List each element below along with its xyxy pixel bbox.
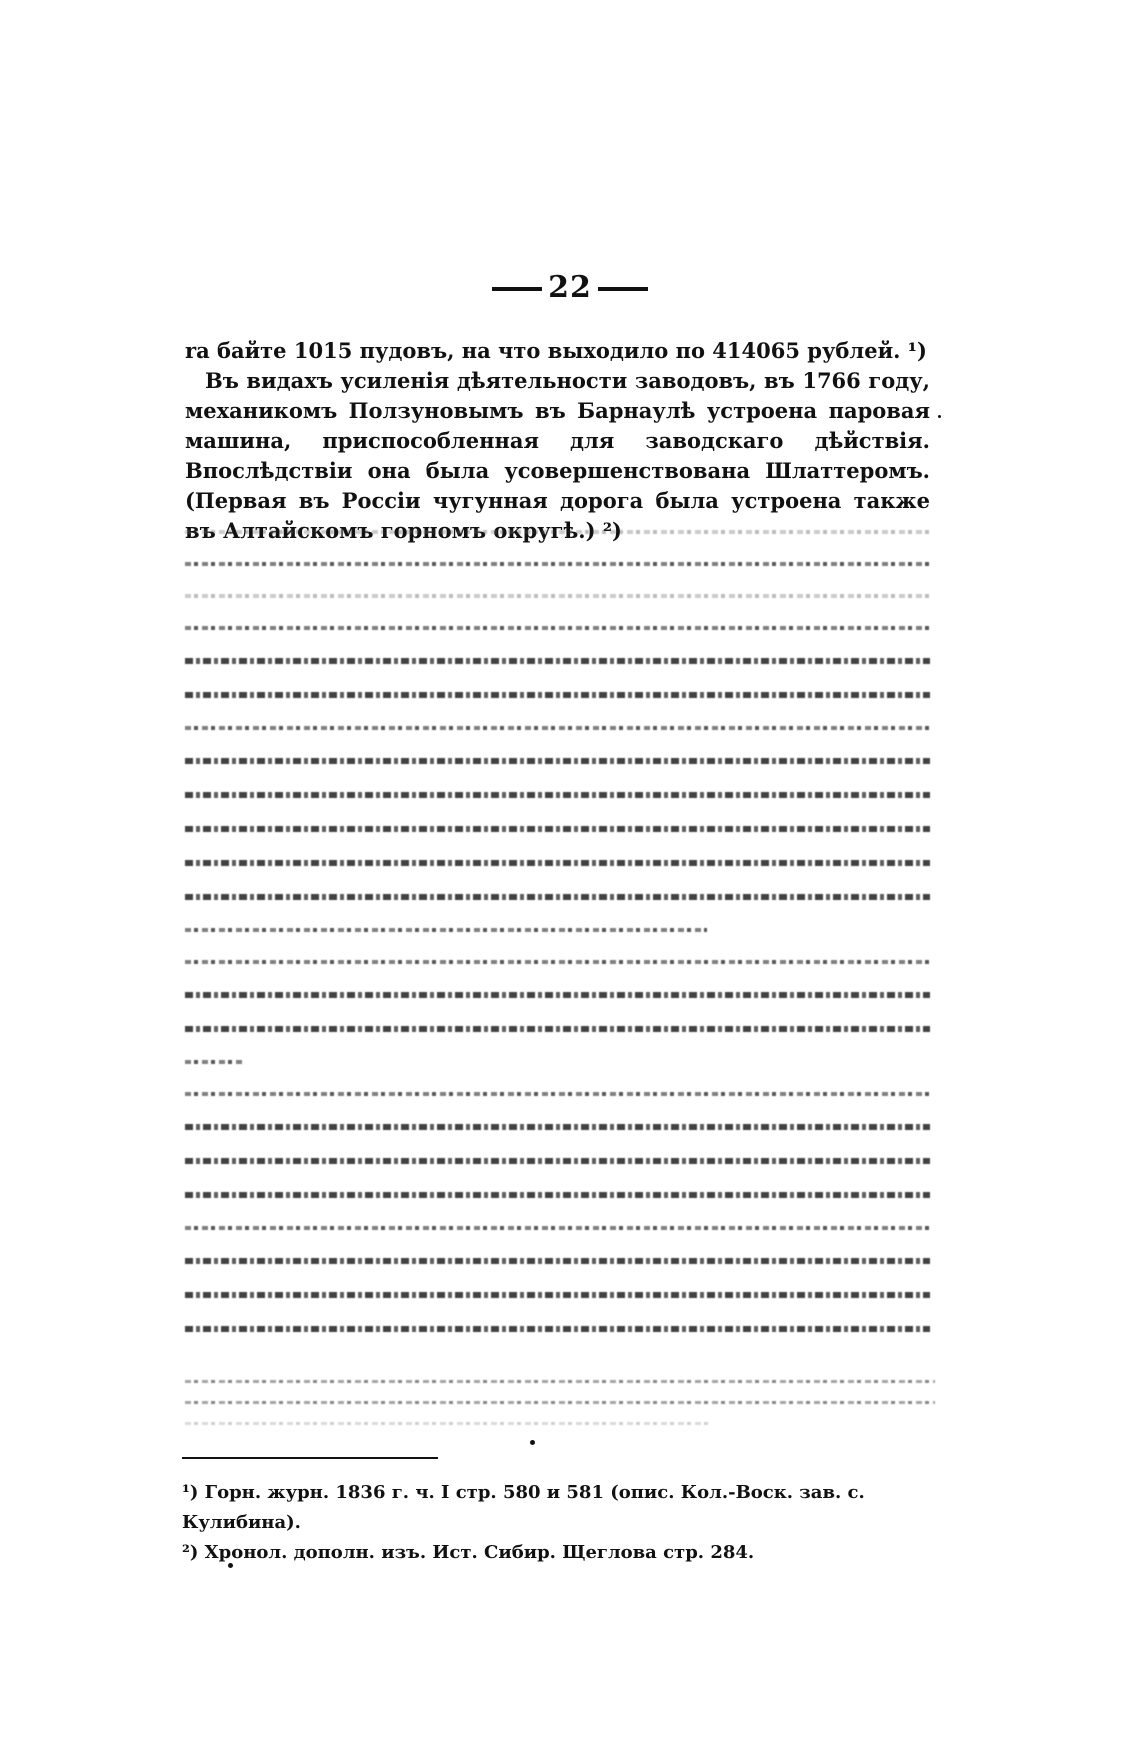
ink-speck [530,1440,535,1445]
ink-speck [228,1563,233,1568]
footnote: ²) Хронол. дополн. изъ. Ист. Сибир. Щеглова стр. 284. [182,1542,755,1563]
footnote: ¹) Горн. журн. 1836 г. ч. I стр. 580 и 581 (опис. Кол.-Воск. зав. с. Кулибина). [182,1482,865,1533]
left-ornament [492,287,542,291]
paragraph: Въ видахъ усиленія дѣятельности заводовъ, въ 1766 году, механикомъ Ползуновымъ въ Барнаулѣ устроена паровая машина, приспособленная для заводскаго дѣйствія. Впослѣдствіи она была усовершенствована Шлаттеромъ. (Первая въ Россіи чугунная дорога была устроена также въ Алтайскомъ горномъ округѣ.) ²) [185,368,930,543]
right-ornament [598,287,648,291]
footnotes [182,1478,942,1568]
bleed-through-footnotes [185,1380,935,1443]
bleed-through-text [185,530,930,1320]
paragraph: ra байте 1015 пудовъ, на что выходило по 414065 рублей. ¹) [185,338,927,363]
footnote-rule [182,1457,438,1459]
ink-speck [938,415,941,418]
page-number [470,270,670,305]
main-text [185,336,930,546]
page-number-text: 22 [548,270,592,305]
